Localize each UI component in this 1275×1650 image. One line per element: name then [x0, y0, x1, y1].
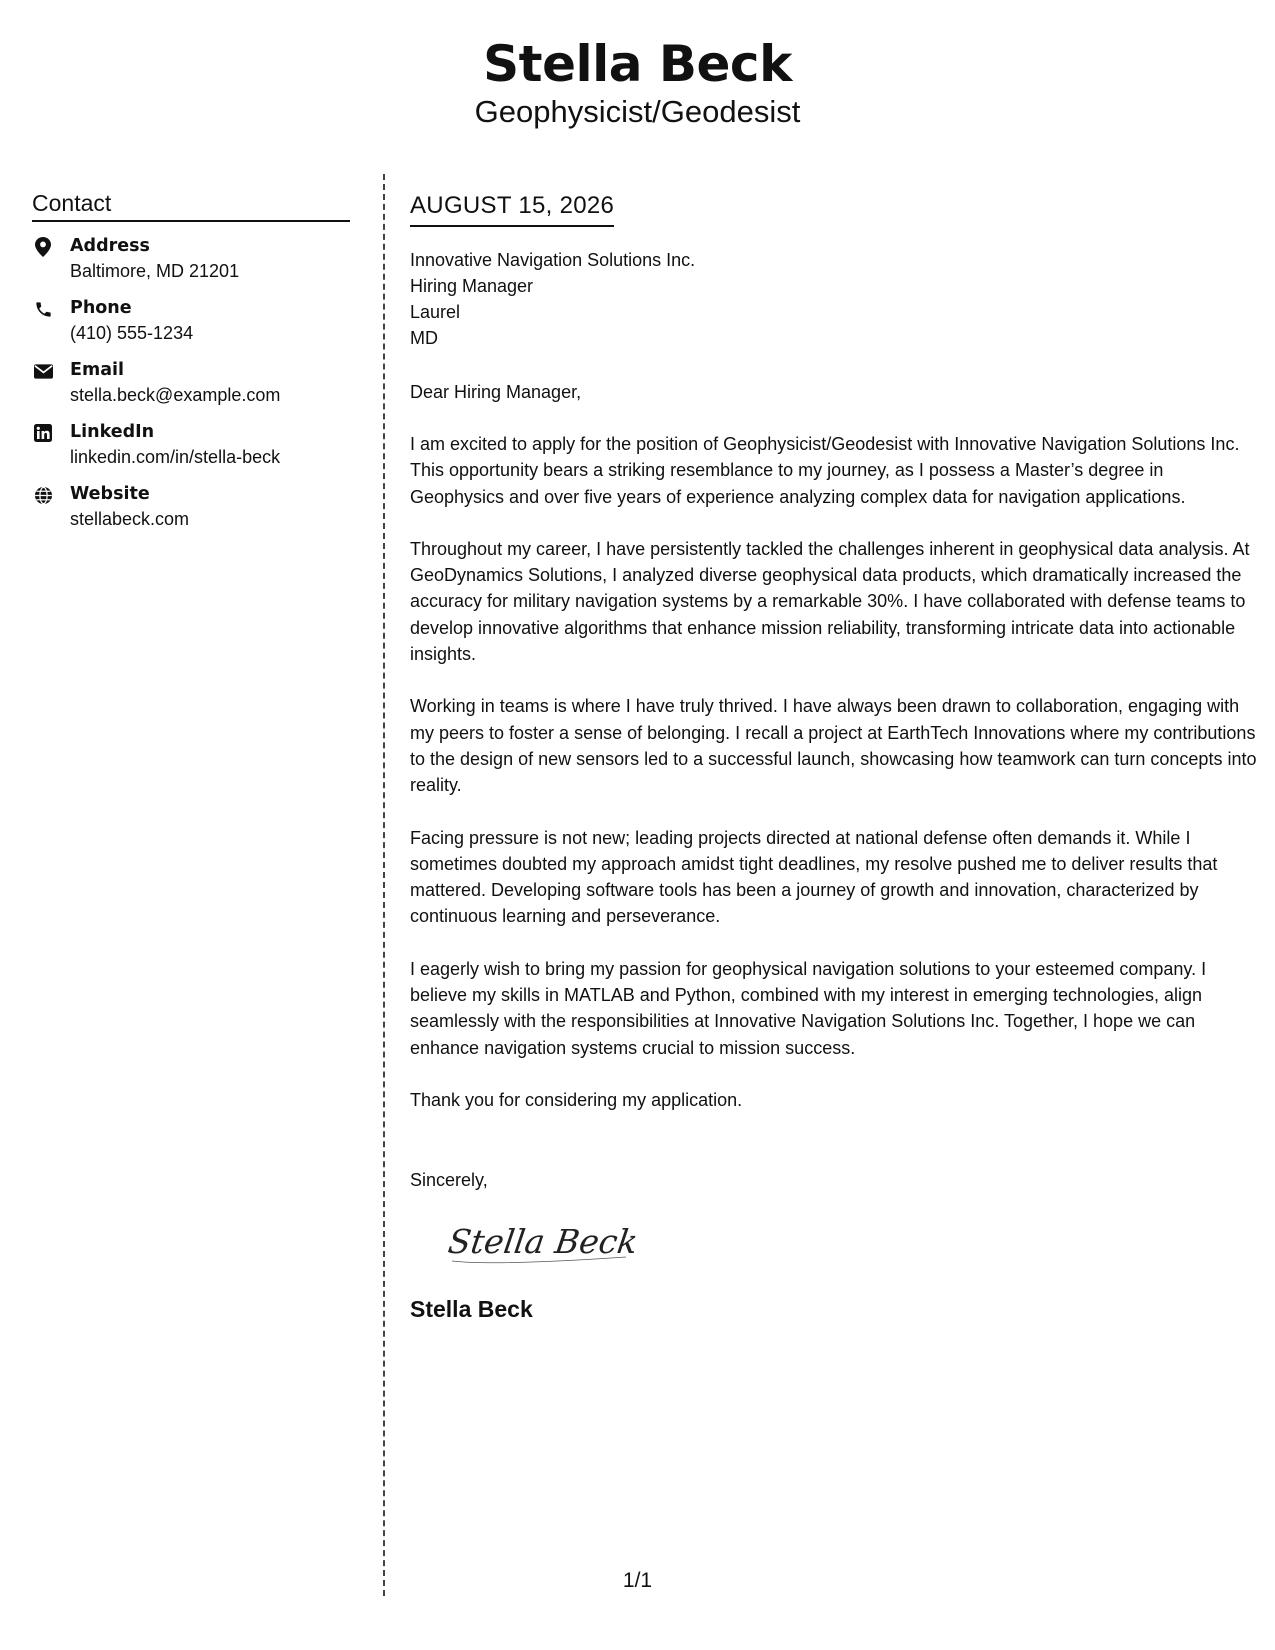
- paragraph: Thank you for considering my application.: [410, 1089, 743, 1110]
- signature: [448, 1217, 648, 1269]
- applicant-title: Geophysicist/Geodesist: [474, 94, 801, 129]
- paragraph: Facing pressure is not new; leading projects directed at national defense often demands it. While I sometimes doubted my approach amidst tight deadlines, my resolve pushed me to deliver results that mattered. Developing software tools has been a journey of growth and innovation, characterized by continuous learning and perseverance.: [410, 827, 1218, 927]
- contact-label: LinkedIn: [70, 422, 155, 442]
- signer-name: Stella Beck: [410, 1296, 533, 1323]
- contact-item-address: [32, 234, 350, 284]
- linkedin-icon: [32, 422, 54, 444]
- contact-item-email: [32, 358, 350, 408]
- letter-header: [0, 34, 1275, 132]
- map-pin-icon: [32, 236, 54, 258]
- contact-list: [32, 234, 350, 532]
- paragraph: Working in teams is where I have truly thrived. I have always been drawn to collaboration, engaging with my peers to foster a sense of belonging. I recall a project at EarthTech Innovations where my contributions to the design of new sensors led to a successful launch, showcasing how teamwork can turn concepts into reality.: [410, 696, 1257, 796]
- contact-item-linkedin: [32, 420, 350, 470]
- page-number: 1/1: [622, 1569, 653, 1592]
- contact-label: Phone: [70, 298, 132, 318]
- contact-label: Address: [70, 236, 150, 256]
- contact-label: Website: [70, 484, 150, 504]
- contact-sidebar: [32, 188, 350, 544]
- svg-text:Stella Beck: Stella Beck: [448, 1222, 641, 1262]
- salutation: Dear Hiring Manager,: [410, 382, 582, 402]
- address-value: Baltimore, MD 21201: [70, 261, 240, 281]
- email-value[interactable]: stella.beck@example.com: [70, 385, 281, 405]
- paragraph: I eagerly wish to bring my passion for geophysical navigation solutions to your esteemed company. I believe my skills in MATLAB and Python, combined with my interest in emerging technologies, align seamlessly with the responsibilities at Innovative Navigation Solutions Inc. Together, I hope we can enhance navigation systems crucial to mission success.: [410, 958, 1207, 1058]
- recipient-state: MD: [410, 328, 438, 348]
- contact-heading: Contact: [32, 188, 350, 222]
- applicant-name: Stella Beck: [483, 35, 792, 93]
- letter-body: [410, 190, 1260, 1324]
- closing: Sincerely,: [410, 1170, 488, 1191]
- globe-icon: [32, 484, 54, 506]
- paragraph: Throughout my career, I have persistently tackled the challenges inherent in geophysical data analysis. At GeoDynamics Solutions, I analyzed diverse geophysical data products, which dramatically increased the accuracy for military navigation systems by a remarkable 30%. I have collaborated with defense teams to develop innovative algorithms that enhance mission reliability, transforming intricate data into actionable insights.: [410, 538, 1250, 665]
- linkedin-value[interactable]: linkedin.com/in/stella-beck: [70, 447, 281, 467]
- contact-item-website: [32, 482, 350, 532]
- letter-date: AUGUST 15, 2026: [410, 190, 614, 227]
- recipient-block: [410, 247, 1260, 351]
- paragraph: I am excited to apply for the position of Geophysicist/Geodesist with Innovative Navigation Solutions Inc. This opportunity bears a striking resemblance to my journey, as I possess a Master’s degree in Geophysics and over five years of experience analyzing complex data for navigation applications.: [410, 434, 1240, 507]
- website-value[interactable]: stellabeck.com: [70, 509, 190, 529]
- recipient-title: Hiring Manager: [410, 276, 534, 296]
- column-divider: [383, 174, 385, 1596]
- phone-value[interactable]: (410) 555-1234: [70, 323, 194, 343]
- phone-icon: [32, 298, 54, 320]
- recipient-city: Laurel: [410, 302, 461, 322]
- recipient-company: Innovative Navigation Solutions Inc.: [410, 250, 696, 270]
- envelope-icon: [32, 360, 54, 382]
- contact-label: Email: [70, 360, 124, 380]
- contact-item-phone: [32, 296, 350, 346]
